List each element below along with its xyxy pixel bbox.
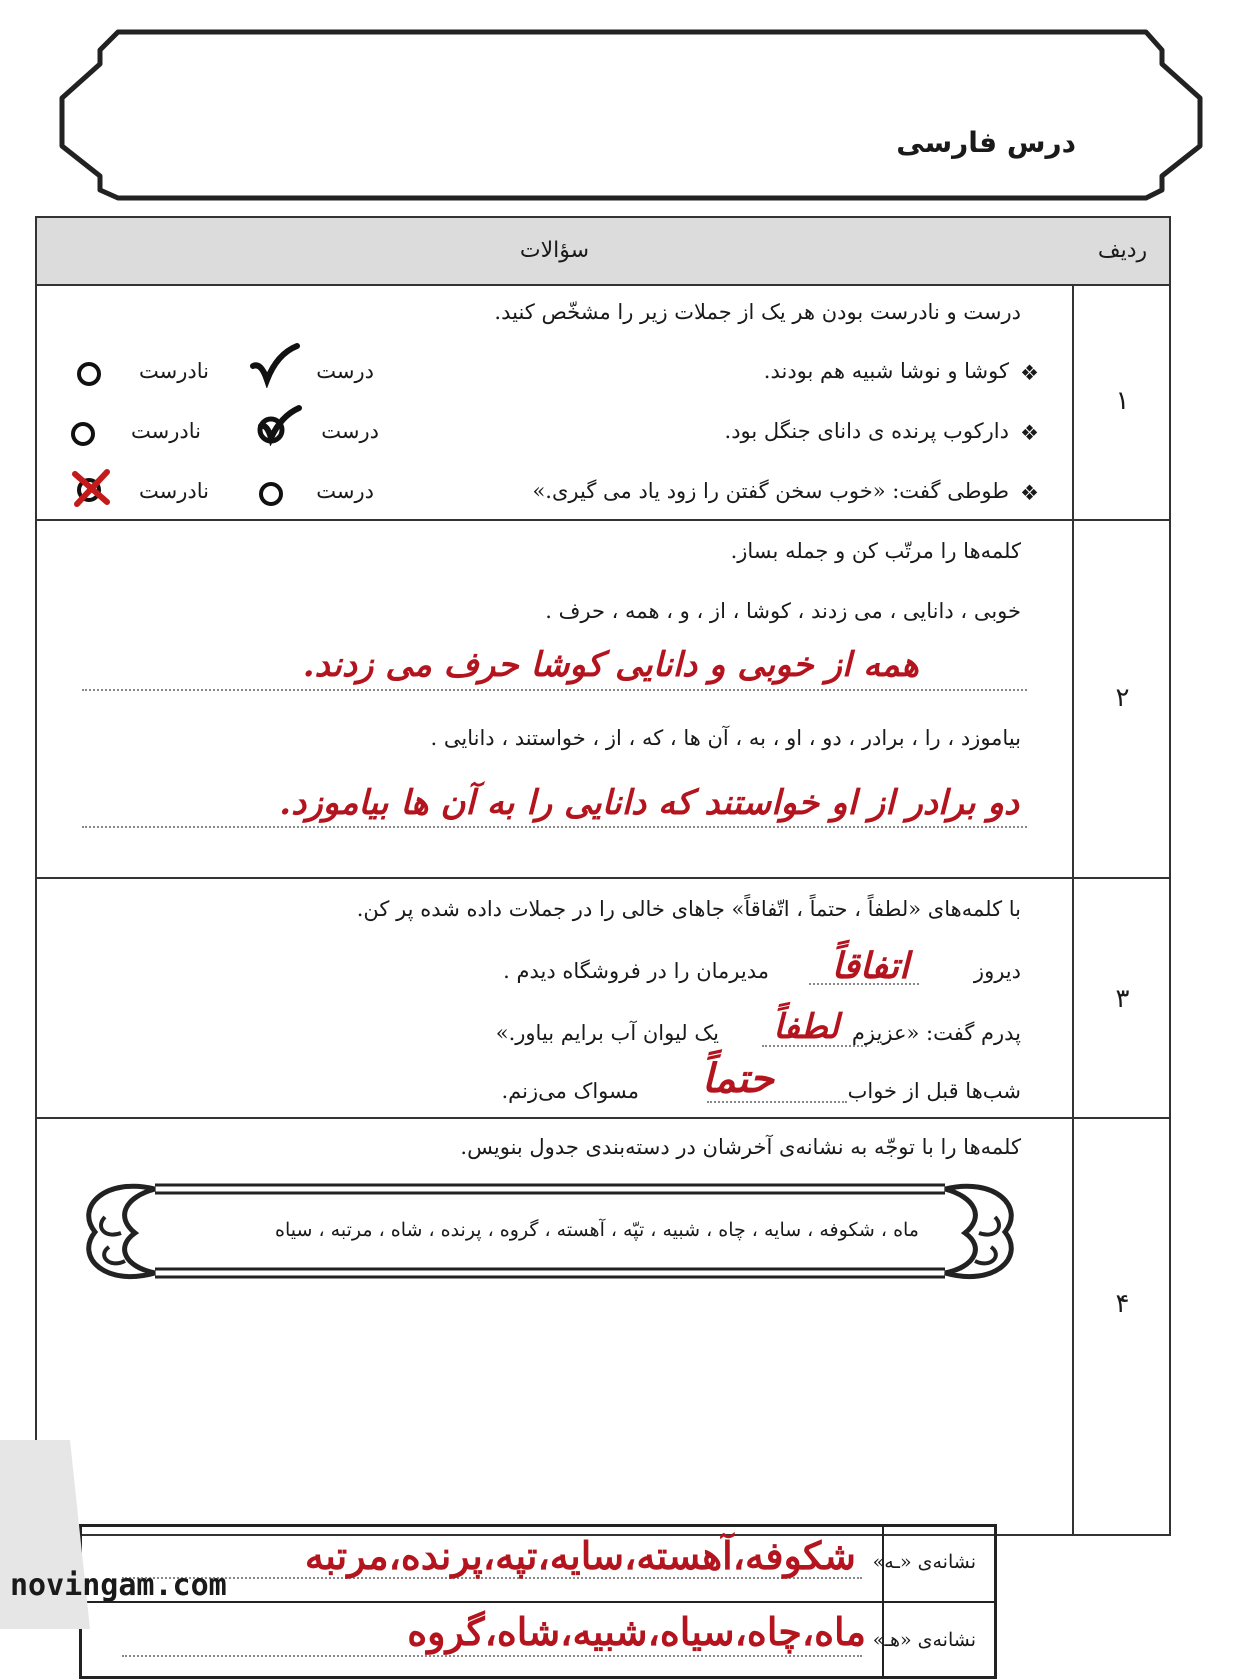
banner-frame	[58, 26, 1206, 204]
word-list: بیاموزد ، را ، برادر ، دو ، او ، به ، آن ها ، که ، از ، خواستند ، دانایی .	[430, 726, 1021, 750]
question-instruction: کلمه‌ها را با توجّه به نشانه‌ی آخرشان در دسته‌بندی جدول بنویس.	[460, 1135, 1021, 1159]
answer-line	[82, 826, 1027, 828]
statement-text: دارکوب پرنده ی دانای جنگل بود.	[724, 419, 1009, 443]
answer-text[interactable]: حتماً	[701, 1055, 774, 1102]
answer-line	[82, 689, 1027, 691]
statement-text: کوشا و نوشا شبیه هم بودند.	[763, 359, 1009, 383]
category-label: نشانه‌ی «ـه»	[872, 1551, 976, 1573]
table-divider	[882, 1527, 884, 1676]
word-bank: ماه ، شکوفه ، سایه ، چاه ، شبیه ، تپّه ، آهسته ، گروه ، پرنده ، شاه ، مرتبه ، سیاه	[275, 1219, 919, 1241]
website-watermark: novingam.com	[10, 1568, 227, 1603]
question-row-3	[37, 879, 1169, 1119]
row-heading: ردیف	[1097, 238, 1148, 263]
checkmark-icon[interactable]	[249, 342, 301, 388]
row-number: ۱	[1115, 386, 1130, 416]
bullet-icon: ❖	[1020, 421, 1039, 445]
title-banner	[58, 26, 1206, 204]
word-list: خوبی ، دانایی ، می زدند ، کوشا ، از ، و ، همه ، حرف .	[545, 599, 1021, 623]
true-label: درست	[316, 359, 374, 383]
question-instruction: کلمه‌ها را مرتّب کن و جمله بساز.	[730, 539, 1021, 563]
radio-circle-icon[interactable]	[71, 422, 95, 446]
answer-line	[122, 1655, 862, 1657]
answer-text[interactable]: شکوفه،آهسته،سایه،تپه،پرنده،مرتبه	[304, 1533, 856, 1578]
true-label: درست	[316, 479, 374, 503]
question-row-2	[37, 521, 1169, 879]
answer-text[interactable]: دو برادر از او خواستند که دانایی را به آن ها بیاموزد.	[279, 783, 1019, 823]
bullet-icon: ❖	[1020, 361, 1039, 385]
sentence-end: مدیرمان را در فروشگاه دیدم .	[503, 959, 769, 983]
question-instruction: با کلمه‌های «لطفاً ، حتماً ، اتّفاقاً» جاهای خالی را در جملات داده شده پر کن.	[356, 897, 1021, 921]
true-label: درست	[321, 419, 379, 443]
bullet-icon: ❖	[1020, 481, 1039, 505]
false-label: نادرست	[131, 419, 201, 443]
question-row-1	[37, 286, 1169, 521]
row-number: ۴	[1115, 1289, 1130, 1319]
question-instruction: درست و نادرست بودن هر یک از جملات زیر را مشخّص کنید.	[494, 300, 1021, 324]
row-number: ۳	[1115, 984, 1130, 1014]
false-label: نادرست	[139, 479, 209, 503]
table-header	[37, 218, 1169, 286]
answer-text[interactable]: اتفاقاً	[831, 945, 909, 987]
answer-text[interactable]: ماه،چاه،سیاه،شبیه،شاه،گروه	[407, 1609, 866, 1654]
answer-text[interactable]: لطفاً	[773, 1007, 839, 1047]
sentence-start: پدرم گفت: «عزیزم	[851, 1021, 1021, 1045]
radio-circle-icon[interactable]	[259, 482, 283, 506]
page-title: درس فارسی	[896, 126, 1076, 159]
sentence-end: یک لیوان آب برایم بیاور.»	[495, 1021, 719, 1045]
category-label: نشانه‌ی «هـ»	[872, 1629, 976, 1651]
questions-heading: سؤالات	[519, 238, 590, 263]
cross-mark-icon[interactable]	[71, 468, 113, 508]
row-number: ۲	[1115, 683, 1130, 713]
false-label: نادرست	[139, 359, 209, 383]
statement-text: طوطی گفت: «خوب سخن گفتن را زود یاد می گیری.»	[532, 479, 1009, 503]
radio-circle-icon[interactable]	[77, 362, 101, 386]
checkmark-icon[interactable]	[255, 404, 303, 446]
sentence-end: مسواک می‌زنم.	[501, 1079, 639, 1103]
sentence-start: دیروز	[973, 959, 1021, 983]
sentence-start: شب‌ها قبل از خواب	[847, 1079, 1021, 1103]
answer-text[interactable]: همه از خوبی و دانایی کوشا حرف می زدند.	[302, 645, 919, 685]
